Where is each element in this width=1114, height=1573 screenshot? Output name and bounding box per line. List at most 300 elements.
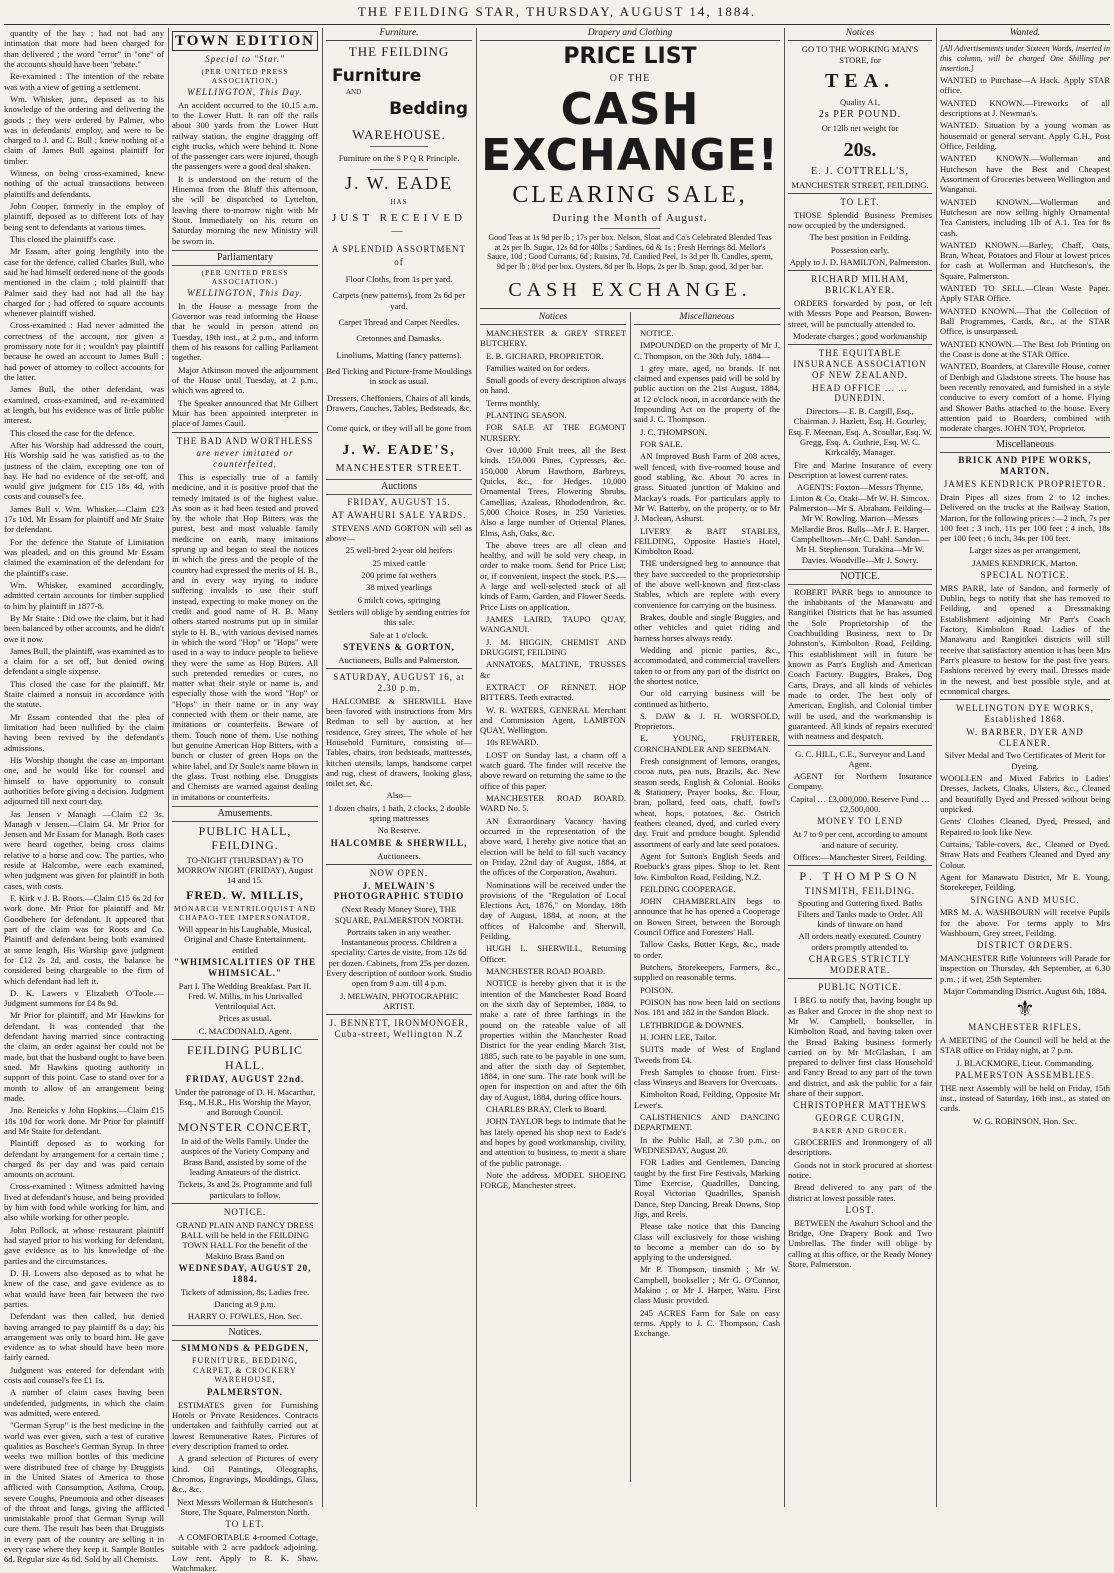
section-heading-notice: NOTICE. [788,569,932,585]
notice-paragraph: Terms monthly. [486,397,540,408]
section-heading-parliamentary: Parliamentary [172,250,318,266]
court-report-paragraph: James Bull, the plaintiff, was examined as to a claim for a set off, but denied owing defendant a single sixpense. [4,645,164,677]
court-report-paragraph: James Bull v. Wm. Whisker.—Claim £23 17s 10d. Mr Essam for plaintiff and Mr Staite for defendant. [4,503,164,535]
ad-heading: WELLINGTON DYE WORKS, Established 1868. [956,703,1094,725]
section-heading-wanted: Wanted. [940,28,1110,41]
court-report-paragraph: Mr Prior for plaintiff, and Mr Hawkins for defendant. It was contended that the defendant having married since contracting the claim, an order against her could not be made, but that the husband ought to have been sued. Mr Hawkins quoting authority in support of this point. Case to stand over for a month to allow of an arrangement being made. [4,1010,164,1103]
ad-heading: TO LET. [840,196,880,207]
ad-body: Silver Medal and Two Certificates of Merit for Dyeing. [944,750,1106,771]
news-paragraph: An accident occurred to the 10.15 a.m. to the Lower Hutt. It ran off the rails about 300 yards from the Lower Hutt railway station, the engine dragging off eight trucks, which were behind it. None of the passenger cars were injured, though the passengers were a good deal shaken. [172,99,318,172]
ad-body: STEVENS AND GORTON will sell as above— [326,522,472,544]
ad-heading: MONSTER CONCERT, [178,1119,312,1134]
wanted-ad: WANTED KNOWN.—Barley, Chaff, Oats, Bran, Wheat, Potatoes and Flour at lowest prices for cash at Wollerman and Hutcheson's, the Square, Palmerston. [940,239,1110,281]
auction-lot: 25 mixed cattle [372,557,426,568]
stock-item: Dressers, Cheffoniers, Chairs of all kinds, Drawers, Couches, Tables, Bedsteads, &c. [326,392,472,413]
stock-list [326,545,472,605]
ad-heading: LOST. [845,1204,875,1215]
ad-heading: PALMERSTON ASSEMBLIES. [954,1070,1096,1081]
notice-paragraph: MANCHESTER ROAD BOARD. [486,966,606,977]
misc-paragraph: Wedding and picnic parties, &c., accommodated, and commercial travellers taken to or from any part of the district on the shortest notice. [634,644,780,686]
misc-paragraph: Our old carrying business will be continued as hitherto. [634,688,780,709]
dateline: WELLINGTON, This Day. [187,287,303,298]
stock-item: Cretonnes and Damasks. [356,333,442,344]
ad-body: Part I. The Wedding Breakfast. Part II. Fred. W. Millis, in his Unrivalled Ventriloquial Act. [178,980,312,1012]
masthead-rule [4,24,1110,25]
misc-paragraph: Agent for Sutton's English Seeds and Roebuck's grass pipes. Shop to let. Rent low. Kimbolton Road, Feilding, N.Z. [634,850,780,882]
ad-heading: "WHIMSICALITIES OF THE WHIMSICAL." [173,956,317,978]
misc-paragraph: Tallow Casks, Butter Kegs, &c., made to order. [634,939,780,960]
divider [480,308,780,309]
wanted-ad: WANTED to Purchase—A Hack. Apply STAR office. [940,75,1110,96]
divider [326,1014,472,1015]
notice-paragraph: Nominations will be received under the provisions of the "Regulation of Local Elections Act, 1876," on Monday, 18th day of August, 1884, at noon, at the offices of Halcombe and Sherwill, Feilding. [480,879,626,942]
ad-body: Possession early. [830,244,890,255]
court-report-paragraph: quantity of the hay ; had not had any intimation that more had been charged for than delivered ; the word "error" in "one" of the accounts should have been "rebate." [4,28,164,69]
ad-heading: PUBLIC NOTICE. [818,982,902,993]
ad-signature: J. MELWAIN, PHOTOGRAPHIC ARTIST. [339,990,459,1012]
ad-body: A grand selection of Pictures of every kind. Oil Paintings, Oleographs, Chromos, Engravings, Mouldings, Glass, &c., &c. [172,1453,318,1495]
ad-body: Or 12lb net weight for [821,123,899,134]
section-heading-amusements: Amusements. [172,806,318,822]
misc-paragraph: Brakes, double and single Buggies, and other vehicles and quiet riding and harness horses always ready. [634,612,780,643]
wanted-ad: WANTED. Situation by a young woman as housemaid or general servant. Apply G.H., Post Office, Feilding. [940,120,1110,152]
ad-body: No Reserve. [377,825,421,836]
ad-body: ESTIMATES given for Furnishing Hotels or Private Residences. Contracts undertaken and faithfully carried out at lowest Remunerative Rates. Pictures of every description framed to order. [172,1399,318,1452]
notices-misc-area [480,312,780,1482]
ad-body: All orders neatly executed. Country orders promptly attended to. [798,931,922,952]
divider [788,193,932,194]
misc-paragraph: E. YOUNG, FRUITERER, CORNCHANDLER AND SEEDMAN. [634,733,780,754]
ad-subheading: FURNITURE, BEDDING, CARPET, & CROCKERY WAREHOUSE, [192,1356,298,1385]
misc-list [634,328,780,1339]
divider [788,270,932,271]
misc-paragraph: J. C. THOMPSON. [640,426,707,437]
ad-word: AND [346,88,362,97]
ad-body: In aid of the Wells Family. Under the auspices of the Variety Company and Brass Band, assisted by some of the leading Amateurs of the district. [181,1136,309,1177]
divider [370,146,428,147]
auction-lot: 200 prime fat wethers [361,570,437,581]
misc-paragraph: Butchers, Storekeepers, Farmers, &c., supplied on reasonable terms. [634,962,780,983]
ad-body: Goods not in stock procured at shortest notice. [788,1159,932,1180]
court-report-paragraph: Mr Essam contended that the plea of limitation had been nullified by the claim having been revived by the defendant's admissions. [4,711,164,753]
ad-body: MANCHESTER Rifle Volunteers will Parade for inspection on Thursday, 4th September, at 6.30 p.m. ; if wet, 25th September. [940,953,1110,984]
court-report-paragraph: F. Kirk v J. B. Roots.—Claim £15 6s 2d for work done. Mr Prior for plaintiff and Mr Goodbehere for defendant. It appeared that part of the claim was for Roots and Co. Plaintiff and defendant being both examined at some length, His Worship gave judgment for £12 2s 2d, and costs, the balance he considered being chargeable to the firm of which defendant had left it. [4,893,164,986]
ad-body: TO-NIGHT (THURSDAY) & TO MORROW NIGHT (FRIDAY), August 14 and 15. [177,854,313,886]
wanted-ad: WANTED KNOWN.—Wollerman and Hutcheson are now selling highly Ornamental Tea Canisters, including 1lb of A.1. Tea for 8s cash. [940,196,1110,238]
ad-body: Drain Pipes all sizes from 2 to 12 inches. Delivered on the trucks at the Railway Station, Marton, for the following prices :—2 inch, 7s per 100 feet ; 3 inch, 11s per 100 feet ; 4 inch, 18s per 100 feet ; 6 inch, 34s per 100 feet. [940,491,1110,544]
court-report-paragraph: After his Worship had addressed the court, His Worship said he was satisfied as to the justness of the claim, excepting one ton of hay. He had no evidence of the set-off, and would give judgment for £15 18s 4d, with costs and counsel's fee. [4,439,164,502]
misc-paragraph: Mr P. Thompson, tinsmith ; Mr W. Campbell, bookseller ; Mr G. O'Connor, Makino ; or Mr J. Harper, Waitu. First class Music provided. [634,1264,780,1306]
misc-paragraph: LETHBRIDGE & DOWNES. [640,1019,744,1030]
ad-body: ROBERT PARR begs to announce to the inhabitants of the Manawatu and Rangitikei Districts that he has assumed the Sole Proprietorship of the Coachbuilding Business, next to Dr Johnston's, Kimbolton Road, Feilding. This establishment will in future be known as Parr's English and American Coach Factory. Buggies, Brakes, Dog Carts, Drays, and all kinds of vehicles made to order. The best only of American, English, and Colonial timber will be used, and the workmanship is guaranteed. All kinds of repairs executed with neatness and despatch. [788,586,932,742]
news-paragraph: In the House a message from the Governor was read informing the House that he would in person attend on Tuesday, 19th inst., at 2 p.m., and inform them of his reasons for calling Parliament together. [172,300,318,363]
ad-body: BETWEEN the Awahuri School and the Bridge, One Drapery Book and Two Umbrellas. The finder will oblige by calling at this office, or the Ready Money Store, Palmerston. [788,1217,932,1269]
ad-heading: P. THOMPSON [799,869,921,884]
ad-word: HAS [390,197,408,206]
misc-paragraph: NOTICE. [640,327,674,338]
misc-paragraph: Fresh Samples to choose from. First-class Winseys and Beavers for Overcoats. [634,1066,780,1088]
column-drapery [480,28,780,1507]
ad-heading: NOW OPEN. [369,867,429,878]
ad-body: THE next Assembly will be held on Friday, 15th inst., instead of Saturday, 16th inst., as stated on cards. [940,1082,1110,1114]
court-report-paragraph: Defendant was then called, but denied having arranged to pay plaintiff 8s a day; his arrangement was only to board him. He gave evidence as to what should have been more fairly earned. [4,1311,164,1363]
notice-paragraph: Small goods of every description always on hand. [480,375,626,396]
court-report-paragraph: Witness, on being cross-examined, knew nothing of the actual transactions between plaintiffs and defendants. [4,168,164,199]
court-report-paragraph: This closed the case for the plaintiff. Mr Staite claimed a nonsuit in accordance with the statute. [4,678,164,710]
notice-paragraph: ANNATOES, MALTINE, TRUSSES &c [480,659,626,680]
ad-body: HALCOMBE & SHERWILL Have been favored with instructions from Mrs Redman to sell by auction, at her residence, Grey street, The whole of her Household Furniture, consisting of— Tables, chairs, iron bedsteads, mattresses, kitchen utensils, lamps, handsome carpet and rug, chest of drawers, looking glass, toilet set, &c. [326,695,472,789]
notices-list [480,328,626,1191]
auction-lot: 38 mixed yearlings [366,582,432,593]
ad-body: GRAND PLAIN AND FANCY DRESS BALL will be held in the FEILDING TOWN HALL For the benefit of the Makino Brass Band on [176,1219,314,1261]
wanted-ad: WANTED KNOWN.—Fireworks of all descriptions at J. Newman's. [940,97,1110,119]
wanted-ad: WANTED, Boarders, at Clareville House, corner of Denbigh and Gladstone streets. The house has been recently renovated, and furnished in a style conducive to every comfort of a home. Flying and Shower Baths attached to the house. Every attention paid to Boarders, combined with moderate charges. JOHN TOY, Proprietor. [940,361,1110,434]
ad-body: Will appear in his Laughable, Musical, Original and Chaste Entertainment, entitled [178,924,312,955]
court-report-paragraph: For the defence the Statute of Limitation was pleaded, and on this ground Mr Essam claimed the examination of the defendant for the plaintiff's case. [4,536,164,578]
section-heading-notices: Notices. [172,1325,318,1341]
ad-heading: WAREHOUSE. [352,127,446,143]
column-furniture [326,28,472,1507]
divider [788,865,932,866]
ad-heading: G. C. HILL, C.E., Surveyor and Land Agent. [795,748,925,769]
misc-paragraph: Fresh consignment of lemons, oranges, cocoa nuts, pea nuts, Brazils, &c. New season seeds, English & Colonial. Books & Stationery, Prayer books, &c. Flour, bran, pollard, feed oats, chaff, fowl's wheat, hops, potatoes, &c. Ostrich feathers cleaned, dyed, and curled every day. Fruit and produce bought. Splendid assortment of early and late seed potatoes. [634,756,780,849]
ad-body: Auctioneers. [377,850,421,861]
ad-heading: J. W. EADE [344,173,453,194]
court-report-paragraph: James Bull, the other defendant, was examined, cross-examined, and re-examined at length, but his evidence was of little public interest. [4,384,164,426]
clearing-sale-title: CLEARING SALE, [512,182,748,209]
court-report-paragraph: Judgment was entered for defendant with costs and counsel's fee £1 1s. [4,1364,164,1386]
ad-body: 1 dozen chairs, 1 bath, 2 clocks, 2 double spring mattresses [328,802,470,824]
divider [172,1203,318,1204]
news-paragraph: It is understood on the return of the Hinemoa from the Bluff this afternoon, she will be dispatched to Lyttelton, leaving there to-morrow night with Mr Stout. Immediately on his return on Saturday morning the new Ministry will be sworn in. [172,173,318,246]
ad-heading: Bedding [389,98,468,119]
ad-heading: FRED. W. MILLIS, [186,887,304,902]
ad-body: Apply to J. D. HAMILTON, Palmerston. [789,257,931,267]
ad-body: Come quick, or they will all be gone from [326,423,472,434]
divider [788,978,932,979]
ad-heading: J. W. EADE'S, [342,443,456,459]
sub-column-miscellaneous [634,312,780,1482]
divider [172,1039,318,1040]
notice-paragraph: Families waited on for orders. [486,362,590,373]
ad-body: Dancing at 9 p.m. [214,1298,276,1309]
ad-signature: Major Commanding District. August 6th, 1884. [943,986,1107,997]
court-report-paragraph: Wm. Whisker, junr., deposed as to his knowledge of the ordering and delivering the goods ; they were ordered by Palmer, who was in defendants' employ, and were to be charged to J. and C. Bull ; knew nothing of a claim of James Bull against plaintiff for timber. [4,93,164,166]
ad-word: of [394,257,404,268]
court-report-paragraph: D. K. Lawers v Elizabeth O'Toole.—Judgment summons for £4 8s 9d. [4,987,164,1009]
section-heading-miscellaneous: Miscellaneous [940,437,1110,453]
ad-heading: A SPLENDID ASSORTMENT [332,244,466,255]
notice-paragraph: JOHN TAYLOR begs to intimate that he has lately opened his shop next to Eade's and hopes by good workmanship, civility, and attention to business, to merit a share of the public patronage. [480,1116,626,1168]
ad-body: Spouting and Guttering fixed. Baths Filters and Tanks made to Order. All kinds of tinware on hand [797,898,923,929]
misc-paragraph: In the Public Hall, at 7.30 p.m., on WEDNESDAY, August 20. [634,1134,780,1156]
notice-paragraph: JAMES LAIRD, TAUPO QUAY, WANGANUI. [480,614,626,635]
ad-body: GROCERIES and Ironmongery of all descriptions. [788,1136,932,1158]
ad-body: Prices as usual. [218,1013,272,1024]
ad-body: Tickets, 3s and 2s. Programme and full particulars to follow. [177,1179,313,1200]
ad-heading: DISTRICT ORDERS. [976,940,1074,951]
misc-paragraph: FEILDING COOPERAGE. [640,883,736,894]
court-report-paragraph: His Worship thought the case an important one, and he would like for counsel and himself to have opportunity to consult authorities before giving a decision. Judgment adjourned till next court day. [4,754,164,807]
ad-subheading: MANCHESTER STREET. [335,463,463,475]
ad-heading: PALMERSTON. [207,1387,283,1398]
ad-heading: FEILDING PUBLIC HALL. [187,1043,303,1072]
misc-paragraph: Please take notice that this Dancing Class will exclusively for those wishing to become a member can do so by applying to the undersigned. [634,1221,780,1263]
section-heading-notices: Notices [788,28,932,41]
item-list [326,274,472,413]
divider [940,699,1110,700]
dateline: WELLINGTON, This Day. [187,86,303,97]
ad-body: I BEG to notify that, having bought up as Baker and Grocer in the shop next to Mr W. Campbell, bookseller, in Kimbolton Road, and having taken over the Bread Baking business formerly carried on by Mr McGlashan, I am prepared to deliver first class Household and Fancy Bread to any part of the town and district, and ask the public for a fair share of their support. [788,995,932,1099]
divider [788,344,932,345]
ad-signature: C. MACDONALD, Agent. [198,1025,292,1036]
column-rule [168,28,169,1507]
ad-body: Auctioneers, Bulls and Palmerston. [338,654,460,665]
notice-paragraph: W. R. WATERS, GENERAL Merchant and Commission Agent, LAMBTON QUAY, Wellington. [480,704,626,736]
divider [600,228,660,229]
section-heading-notices: Notices [480,312,626,325]
misc-paragraph: SUITS made of West of England Tweeds from £4. [634,1044,780,1065]
notice-paragraph: AN Extraordinary Vacancy having occurred in the representation of the above ward, I hereby give notice that an election will be held to fill such vacancy on Friday, 22nd day of August, 1884, at the offices of the Corporation, Awahuri. [480,815,626,878]
ad-heading: GEORGE CURGIN, [815,1113,905,1124]
court-report-paragraph: Cross-examined : Had never admitted the correctness of the account, nor given a promissory note for it ; wouldn't pay plaintiff because he owed an account to James Bull ; had power of attorney to collect accounts for the latter. [4,320,164,382]
ad-signature: E. J. COTTRELL'S, [811,165,909,177]
ad-heading: PUBLIC HALL, FEILDING. [198,823,292,853]
ad-body: Curtains, Table-covers, &c., Cleaned or Dyed. Straw Hats and Feathers Cleaned and Dyed any Colour. [940,838,1110,870]
ad-body: This is especially true of a family medicine, and it is positive proof that the remedy imitated is of the highest value. As soon as it had been tested and proved by the whole that Hop Bitters was the purest, best and most valuable family medicine on earth, many imitations sprung up and began to steal the notices in which the press and the people of the country had expressed the merits of H. B., and in every way trying to induce suffering invalids to use their stuff instead, expecting to make money on the credit and good name of H. B. Many others started nostrums put up in similar style to H. B., with various devised names in which the word "Hop" or "Hops" were used in a way to induce people to believe they were the same as Hop Bitters. All such pretended remedies or cures, no matter what their style or name is, and especially those with the word "Hop" or "Hops" in their name or in any way connected with them or their name, are imitations or counterfeits. Beware of them. Touch none of them. Use nothing but genuine American Hop Bitters, with a bunch or cluster of green Hops on the white label, and Dr Soule's name blown in the glass. Trust nothing else. Druggists and Chemists are warned against dealing in imitations or counterfeits. [172,471,318,802]
court-report-paragraph: Wm. Whisker, examined accordingly, admitted certain accounts for timber supplied to him by plaintiff in 1877-8. [4,579,164,611]
ad-body: ORDERS forwarded by post, or left with Messrs Pope and Pearson, Bowen-street, will be punctually attended to. [788,297,932,329]
notice-paragraph: The above trees are all clean and healthy, and will be sold very cheap, in order to make room. Send for Price List; or, if convenient, inspect the stock. P.S.—A large and well-selected stock of all kinds of Farm, Garden, and Flower Seeds. Price Lists on application. [480,539,626,612]
ad-heading: SPECIAL NOTICE. [980,570,1070,581]
ad-body: Portraits taken in any weather. Instantaneous process. Children a speciality. Cartes de visite, from 12s 6d per dozen. Cabinets, from 25s per dozen. Every description of outdoor work. Studio open from 9 a.m. till 4 p.m. [326,926,472,989]
ad-heading: NOTICE. [223,1206,267,1217]
ad-heading: BRICK AND PIPE WORKS, MARTON. [958,455,1092,477]
misc-paragraph: THE undersigned beg to announce that they have succeeded to the proprietorship of the above well-known and first-class Stables, which are replete with every convenience for carrying on the business. [634,558,780,610]
column-notices [788,28,932,1507]
special-heading: Special to "Star." [205,54,285,64]
ad-heading: J. BENNETT, IRONMONGER, Cuba-street, Wellington N.Z [329,1018,469,1040]
ad-subheading: W. BARBER, DYER AND CLEANER. [966,726,1084,748]
wanted-ad: WANTED KNOWN.—That the Collection of Ball Programmes, Cards, &c., at the STAR Office, is unsurpassed. [940,305,1110,337]
advertising-rule: [All Advertisements under Sixteen Words, inserted in this column, will be charged One Shilling per insertion.] [940,44,1110,73]
misc-paragraph: S. DAW & J. H. WORSFOLD, Proprietors. [634,710,780,732]
ad-body: MANCHESTER STREET, FEILDING. [791,179,929,190]
wanted-ads [940,75,1110,433]
stock-item: Carpet Thread and Carpet Needles. [338,316,460,327]
notice-paragraph: MANCHESTER & GREY STREET BUTCHERY. [480,327,626,349]
misc-paragraph: POISON has now been laid on sections Nos. 181 and 182 in the Sandon Block. [634,996,780,1018]
court-report-paragraph: Jno. Reneicks v John Hopkins.—Claim £15 18s 10d for work done. Mr Prior for plaintiff and Mr Staite for defendant. [4,1105,164,1136]
column-rule [784,28,785,1507]
column-town-edition [172,28,318,1573]
price-heading: 20s. [843,138,877,161]
town-edition-title: TOWN EDITION [172,31,318,51]
ad-body: GO TO THE WORKING MAN'S STORE, for [801,44,919,65]
notice-paragraph: Over 10,000 Fruit trees, all the Best kinds. 150,000 Pines, Cypresses, &c. 150,000 Abrum Hawthorn, Barbreys, Quicks, &c., for Hedges. 10,000 Ornamental Trees, Flowering Shrubs, Camellias, Azaleas, Rhododendron, &c. 5,000 Choice Roses, in 250 Varieties. Also a large number of Oriental Planes, Elms, Ash, Oaks, &c. [480,445,626,538]
court-report-paragraph: John Cooper, formerly in the employ of plaintiff, deposed as to different lots of hay being sent to defendants at various times. [4,201,164,232]
ad-heading: SINGING AND MUSIC. [970,894,1080,905]
sub-column-notices [480,312,626,1482]
notice-paragraph: LOST on Sunday last, a charm off a watch guard. The finder will receive the above reward on returning the same to the office of this paper. [480,749,626,791]
price-list-body: Good Teas at 1s 9d per lb ; 17s per box. Nelson, Sloat and Co's Celebrated Blended Teas at 2s per lb. Sugar, 12s 6d for 40lbs ; Sardines, 6d & 1s ; Fresh Herrings 8d. Mellor's Sauce, 10d ; Good Currants, 6d ; Raisins, 7d. Candied Peel, 1s 3d per lb. Candles, sperm, 9d per lb ; 8½d per box. Oysters, 8d per lb. Hops, 2s per lb. Soap, good, 3d per bar. [487,233,773,271]
ad-body: At 7 to 9 per cent, according to amount and nature of security. [792,829,928,850]
notice-paragraph: PLANTING SEASON. [486,410,567,421]
ad-body: MRS PARR, late of Sandon, and formerly of Dublin, begs to notify that she has removed to Feilding, and opened a Dressmaking Establishment adjoining Mr Parr's Coach Factory, Kimbolton Road. Ladies of the Manawatu and Rangitikei districts will still receive that satisfactory attention it has been Mrs Parr's pleasure to bestow for the past five years. Fashions received by every mail. Dresses made in the newest, and best possible style, and at economical charges. [940,582,1110,696]
ad-subheading: During the Month of August. [552,211,708,224]
stock-item: Carpets (new patterns), from 2s 6d per yard. [332,290,466,311]
misc-paragraph: CALISTHENICS AND DANCING DEPARTMENT. [634,1112,780,1133]
court-report-paragraph: Re-examined : The intention of the rebate was with a view of getting a settlement. [4,71,164,92]
ad-signature: JAMES KENDRICK PROPRIETOR. [943,479,1107,490]
ad-heading: RICHARD MILHAM, BRICKLAYER. [811,274,909,296]
ad-heading: CASH EXCHANGE. [508,278,752,301]
notice-paragraph: J. M. HIGGIN, CHEMIST AND DRUGGIST, FEILDING [480,636,626,657]
ad-body: Settlers will oblige by sending entries for this sale. [328,607,470,628]
ad-body: A MEETING of the Council will be held at the STAR office on Friday night, at 7 p.m. [940,1035,1110,1056]
coat-of-arms-icon: ⚜ [1015,996,1035,1022]
ad-heading: TO LET. [225,1519,265,1530]
ad-heading: Furniture [332,65,422,86]
notice-paragraph: HUGH L. SHERWILL, Returning Officer. [480,943,626,964]
court-report-paragraph: Plaintiff deposed as to working for defendant by arrangement for a certain time ; charged 8s per day and was paid certain amounts on account. [4,1138,164,1180]
ad-body: THOSE Splendid Business Premises now occupied by the undersigned. [788,209,932,231]
misc-paragraph: Kimbolton Road, Feilding, Opposite Mr Lewer's. [634,1089,780,1110]
divider [326,668,472,669]
ad-body: AGENTS: Foxton—Messrs Thynne, Linton & Co. Otaki—Mr W. H. Simcox. Palmerston—Mr S. Abraham. Feilding—Mr W. Rowling. Marton—Messrs Mellardie Bros. Bulls—Mr J. E. Harper. Campbelltown—Mr C. Dahl. Sandon—Mr H. Stephenson. Turakina—Mr W. Davies. Woodville—Mr J. Sowry. [788,482,932,565]
misc-paragraph: H. JOHN LEE, Tailor. [640,1031,717,1042]
divider [788,745,932,746]
ad-body: The best position in Feilding. [809,232,911,243]
press-association: (PER UNITED PRESS ASSOCIATION.) [201,66,289,85]
court-report-paragraph: Cross-examined : Witness admitted having lived at defendant's house, and being provided by him with food while working for him, and also while working for other people. [4,1181,164,1223]
divider [370,169,428,170]
ad-subheading: MONARCH VENTRILOQUIST AND CHAPAO-TEE IMPERSONATOR, [173,904,317,923]
notice-paragraph: E. B. GICHARD, PROPRIETOR. [486,350,604,361]
ad-signature: CHRISTOPHER MATTHEWS [793,1100,927,1111]
ad-signature: STEVENS & GORTON, [343,641,455,652]
misc-paragraph: JOHN CHAMBERLAIN begs to announce that he has opened a Cooperage on Bowen Street, between the Borough Council Office and Foresters' Hall. [634,896,780,938]
ad-date: SATURDAY, AUGUST 16, at 2.30 p.m. [333,672,465,693]
ad-word: OF THE [609,72,651,84]
notice-paragraph: FOR SALE AT THE EGMONT NURSERY. [480,422,626,443]
notice-paragraph: EXTRACT OF RENNET. HOP BITTERS. Teeth extracted. [480,681,626,703]
ad-heading: THE FEILDING [348,44,450,60]
ad-body: Moderate charges ; good workmanship [793,330,927,341]
stock-item: Linoliums, Matting (fancy patterns). [336,349,462,360]
cash-exchange-title: CASH EXCHANGE! [481,83,779,181]
wanted-ad: WANTED KNOWN.—Wollerman and Hutcheson have the Best and Cheapest Assortment of Groceries between Wellington and Wanganui. [940,153,1110,195]
ad-body: Offices:—Manchester Street, Feilding. [793,851,927,862]
column-rule [630,312,631,1482]
court-report-paragraph: This closed the case for the defence. [10,427,135,438]
notice-paragraph: Note the address. MODEL SHOEING FORGE, Manchester street. [480,1169,626,1191]
ad-body: Furniture on the S P Q R Principle. [338,152,460,163]
column-rule [322,28,323,1507]
ad-body: Gents' Clothes Cleaned, Dyed, Pressed, and Repaired to look like New. [940,816,1110,837]
ad-body: AGENT for Northern Insurance Company. [788,771,932,792]
ad-signature: J. BLACKMORE, Lieut. Commanding. [956,1057,1094,1068]
ad-heading: THE EQUITABLE INSURANCE ASSOCIATION OF NEW ZEALAND. [793,348,927,380]
divider [172,432,318,433]
misc-paragraph: FOR SALE. [640,439,683,450]
ad-body: Directors— E. B. Cargill, Esq., Chairman. J. Hazlett, Esq. H. Gourley, Esq. F. Meenan, Esq. A. Scoullar, Esq. W. Gregg, Esq. A. Guthrie, Esq. W. C. Kirkcaldy, Manager. [788,406,932,458]
ad-subheading: TINSMITH, FEILDING. [804,885,916,896]
ad-body: MRS M. A. WASHBOURN will receive Pupils for the above. For terms apply to Mrs Washbourn, Grey street, Feilding. [940,907,1110,938]
ad-signature: HALCOMBE & SHERWILL, [330,837,468,848]
section-heading-miscellaneous: Miscellaneous [634,312,780,325]
column-rule [936,28,937,1507]
ad-body: Sale at 1 o'clock. [369,629,429,640]
ad-body: Larger sizes as per arrangement, [969,545,1081,556]
court-report-paragraph: A number of claim cases having been undefended, judgments, in which the claim was admitted, were entered. [4,1387,164,1418]
court-report-paragraph: John Pollock, at whose restaurant plaintiff had stayed prior to his working for defendant, gave evidence as to his knowledge of the parties and the circumstances. [4,1224,164,1266]
court-report-paragraph: By Mr Staite : Did owe the claim, but it had been balanced by other accounts, and he didn't owe it now. [4,612,164,644]
notice-paragraph: 10s REWARD. [486,737,539,748]
ad-heading: 2s PER POUND. [818,109,902,121]
ad-body: Bread delivered to any part of the district at lowest possible rates. [788,1182,932,1203]
misc-paragraph: AN Improved Bush Farm of 208 acres, well fenced, with five-roomed house and good stabling, &c. About 70 acres in grass. Situated junction of Makino and Mackay's roads. For particulars apply to Mr W. Batterby, on the property, or to Mr J. Maclean, Ashurst. [634,451,780,524]
misc-paragraph: FOR Ladies and Gentlemen, Dancing taught by the first Fire Festivals, Marking Time Exercise, Quadrilles, Dancing, Royal Victorian Quadrilles, Spanish Dance, Step Dancing, Break Downs, Stop Jigs, and Reels. [634,1157,780,1219]
ad-date: FRIDAY, AUGUST 22nd. [185,1073,305,1084]
ad-date: WEDNESDAY, AUGUST 20, 1884. [178,1262,312,1284]
court-report-paragraph: Mr Essam, after going lengthily into the case for the defence, called Charles Bull, who said he had himself ordered none of the goods mentioned in the claim ; told plaintiff that Palmer said they had not had all the hay charged for ; had offered to square accounts whenever plaintiff wished. [4,246,164,319]
stock-item: Bed Ticking and Picture-frame Mouldings in stock as usual. [326,365,472,387]
court-report-paragraph: Jas Jensen v Managh —Claim £2 3s. Managh v Jensen.—Claim £4. Mr Prior for Jensen and Mr Essam for Managh. Both cases were heard together, being cross claims relative to a horse and cow. The parties, who reside at Halcombe, were each examined, when judgment was given for plaintiff in both cases, with costs. [4,808,164,891]
ad-heading: JUST RECEIVED— [332,212,466,238]
masthead: THE FEILDING STAR, THURSDAY, AUGUST 14, 1884. [357,4,757,19]
ad-body: Agent for Manawatu District, Mr E. Young, Storekeeper, Feilding. [940,871,1110,893]
ad-body: WOOLLEN and Mixed Fabrics in Ladies' Dresses, Jackets, Cloaks, Ulsters, &c., Cleaned and beautifully Dyed and Pressed without being unpicked. [940,773,1110,815]
notice-paragraph: NOTICE is hereby given that it is the intention of the Manchester Road Board on the sixth day of September, 1884, to make a rate of three farthings in the pound on the rateable value of all properties within the Manchester Road District for the year ending March 31st, 1885, such rate to be payable in one sum, and after the sixth day of September, 1884, in one sum. The rate book will be open for inspection on and after the 6th day of August, 1884, during office hours. [480,978,626,1102]
ad-body: Fire and Marine Insurance of every Description at lowest current rates. [788,459,932,481]
ad-body: Under the patronage of D. H. Macarthur, Esq., M.H.R., His Worship the Mayor, and Borough Council. [174,1086,316,1118]
court-report-paragraph: This closed the plaintiff's case. [10,233,116,244]
auction-lot: 25 well-bred 2-year old heifers [345,545,453,556]
ad-body: Quality A1, [839,97,881,108]
ad-heading: THE BAD AND WORTHLESS [176,435,314,446]
divider [326,864,472,865]
ad-heading: AT AWAHURI SALE YARDS. [331,510,467,521]
ad-signature: JAMES KENDRICK, Marton. [972,557,1078,568]
wanted-ad: WANTED TO SELL.—Clean Waste Paper. Apply STAR Office. [940,283,1110,304]
section-heading-drapery: Drapery and Clothing [480,28,780,41]
price-list-title: PRICE LIST [563,44,697,70]
ad-heading: MONEY TO LEND [817,816,903,827]
ad-body: Also— [386,790,412,801]
auction-lot: 6 milch cows, springing [357,594,441,605]
misc-paragraph: 245 ACRES Farm for Sale on easy terms. Apply to J. C. Thompson, Cash Exchange. [634,1307,780,1339]
news-paragraph: Major Atkinson moved the adjournment of the House until Tuesday, at 2 p.m., which was agreed to. [172,364,318,396]
misc-paragraph: LIVERY & BAIT STABLES, FEILDING, Opposite Hastie's Hotel, Kimbolton Road. [634,525,780,557]
ad-heading: CHARGES STRICTLY MODERATE. [808,953,912,975]
ad-subheading: HEAD OFFICE … … DUNEDIN. [812,382,908,404]
column-rule [476,28,477,1507]
notice-paragraph: CHARLES BRAY, Clerk to Board. [486,1104,607,1115]
ad-heading: J. MELWAIN'S PHOTOGRAPHIC STUDIO [333,880,465,902]
ad-signature: W. G. ROBINSON, Hon. Sec. [972,1115,1077,1126]
ad-body: (Next Ready Money Store), THE SQUARE, PALMERSTON NORTH. [334,904,464,925]
notice-paragraph: MANCHESTER ROAD BOARD. WARD No. 5. [480,793,626,814]
misc-paragraph: IMPOUNDED on the property of Mr J. C. Thompson, on the 30th July, 1884— [634,340,780,361]
ad-body: Tickets of admission, 8s; Ladies free. [180,1286,310,1297]
tea-heading: TEA. [824,70,896,93]
misc-paragraph: POISON. [640,984,674,995]
ad-subheading: are never imitated or counterfeited. [196,448,294,470]
news-paragraph: The Speaker announced that Mr Gilbert Muir has been appointed interpreter in place of James Cauil. [172,397,318,429]
wanted-ad: WANTED KNOWN.—The Best Job Printing on the Coast is done at the STAR Office. [940,338,1110,359]
court-report-paragraph: D. H. Lowers also deposed as to what he knew of the case, and gave evidence as to what would have been fair between the two parties. [4,1267,164,1309]
